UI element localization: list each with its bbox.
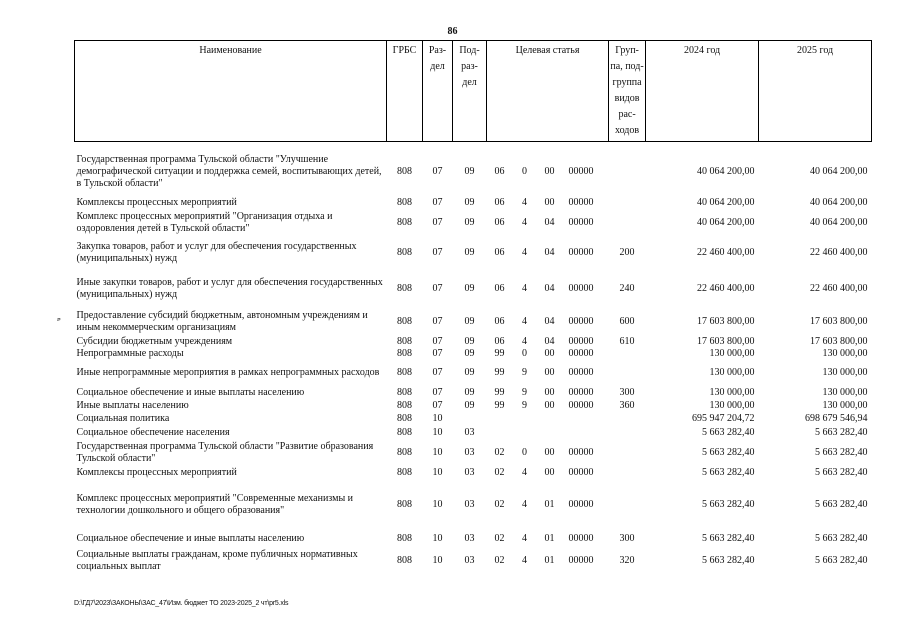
cell-c3: 04 <box>544 336 555 347</box>
table-body <box>75 148 872 574</box>
cell-podrazdel: 03 <box>464 447 475 458</box>
cell-podrazdel <box>453 412 487 426</box>
cell-c3: 00 <box>544 400 555 411</box>
cell-grbs: 808 <box>397 427 412 438</box>
cell-c2: 4 <box>522 467 527 478</box>
cell-podrazdel: 03 <box>464 555 475 566</box>
cell-c4: 00000 <box>568 217 594 228</box>
cell-c2: 4 <box>522 283 527 294</box>
cell-grbs: 808 <box>397 247 412 258</box>
cell-y2024: 5 663 282,40 <box>702 555 755 566</box>
table-row <box>75 386 872 400</box>
cell-c1: 06 <box>494 166 505 177</box>
header-2025: 2025 год <box>759 41 872 142</box>
header-podrazdel: Под- раз- дел <box>453 41 487 142</box>
cell-c1: 02 <box>494 555 505 566</box>
cell-name: Предоставление субсидий бюджетным, автономным учреждениям и иным некоммерческим организациям <box>76 310 368 333</box>
cell-podrazdel: 09 <box>464 247 475 258</box>
cell-c3 <box>537 426 563 440</box>
table-row <box>75 466 872 480</box>
cell-podrazdel: 09 <box>464 400 475 411</box>
table-row <box>75 336 872 348</box>
cell-group <box>609 480 646 530</box>
cell-name: Социальное обеспечение населения <box>76 427 230 438</box>
table-header <box>75 41 872 142</box>
cell-grbs: 808 <box>397 413 412 424</box>
cell-y2024: 5 663 282,40 <box>702 499 755 510</box>
cell-c1: 06 <box>494 197 505 208</box>
cell-c4: 00000 <box>568 367 594 378</box>
cell-y2024: 5 663 282,40 <box>702 447 755 458</box>
cell-y2024: 695 947 204,72 <box>692 413 755 424</box>
cell-c1: 02 <box>494 499 505 510</box>
cell-c3: 04 <box>544 316 555 327</box>
cell-razdel: 07 <box>432 387 443 398</box>
cell-c1: 06 <box>494 217 505 228</box>
cell-c2: 4 <box>522 316 527 327</box>
cell-y2025: 17 603 800,00 <box>810 316 868 327</box>
cell-c3: 00 <box>544 166 555 177</box>
cell-c4: 00000 <box>568 283 594 294</box>
cell-y2025: 5 663 282,40 <box>815 447 868 458</box>
cell-podrazdel: 09 <box>464 316 475 327</box>
cell-razdel: 07 <box>432 166 443 177</box>
cell-grbs: 808 <box>397 467 412 478</box>
header-grbs: ГРБС <box>387 41 423 142</box>
header-target: Целевая статья <box>487 41 609 142</box>
cell-y2024: 17 603 800,00 <box>697 316 755 327</box>
cell-c2: 0 <box>522 348 527 359</box>
cell-grbs: 808 <box>397 499 412 510</box>
cell-name: Социальное обеспечение и иные выплаты населению <box>76 387 305 398</box>
cell-podrazdel: 03 <box>464 467 475 478</box>
cell-grbs: 808 <box>397 316 412 327</box>
cell-razdel: 07 <box>432 348 443 359</box>
cell-name: Закупка товаров, работ и услуг для обеспечения государственных (муниципальных) нужд <box>76 241 357 264</box>
cell-podrazdel: 09 <box>464 166 475 177</box>
cell-c3: 00 <box>544 467 555 478</box>
table-row <box>75 348 872 360</box>
cell-c4: 00000 <box>568 166 594 177</box>
cell-group <box>609 148 646 196</box>
cell-c1: 02 <box>494 467 505 478</box>
cell-group <box>609 440 646 466</box>
cell-y2024: 40 064 200,00 <box>697 217 755 228</box>
cell-c2 <box>513 426 537 440</box>
cell-y2024: 22 460 400,00 <box>697 283 755 294</box>
cell-grbs: 808 <box>397 217 412 228</box>
cell-c4: 00000 <box>568 533 594 544</box>
cell-group: 300 <box>619 533 635 544</box>
file-path: D:\ГД7\2023\ЗАКОНЫ\ЗАС_47\Изм. бюджет ТО 2023-2025_2 чт\pr5.xls <box>74 600 289 607</box>
cell-c2: 4 <box>522 555 527 566</box>
cell-y2024: 5 663 282,40 <box>702 427 755 438</box>
cell-razdel: 07 <box>432 247 443 258</box>
cell-group: 600 <box>619 316 635 327</box>
cell-razdel: 07 <box>432 197 443 208</box>
cell-name: Непрограммные расходы <box>76 348 184 359</box>
cell-name: Субсидии бюджетным учреждениям <box>76 336 233 347</box>
cell-c1: 06 <box>494 336 505 347</box>
cell-podrazdel: 03 <box>464 427 475 438</box>
cell-c1: 06 <box>494 316 505 327</box>
table-row <box>75 360 872 386</box>
cell-c4: 00000 <box>568 467 594 478</box>
table-row <box>75 308 872 336</box>
cell-razdel: 10 <box>432 499 443 510</box>
cell-razdel: 10 <box>432 413 443 424</box>
table-row <box>75 270 872 308</box>
cell-grbs: 808 <box>397 166 412 177</box>
cell-grbs: 808 <box>397 348 412 359</box>
header-name: Наименование <box>75 41 387 142</box>
cell-group: 200 <box>619 247 635 258</box>
cell-c4: 00000 <box>568 336 594 347</box>
cell-c2: 4 <box>522 217 527 228</box>
cell-grbs: 808 <box>397 367 412 378</box>
cell-c4: 00000 <box>568 447 594 458</box>
cell-c3: 00 <box>544 197 555 208</box>
cell-y2025: 5 663 282,40 <box>815 467 868 478</box>
cell-c1: 99 <box>494 348 505 359</box>
cell-c2: 4 <box>522 499 527 510</box>
cell-group <box>609 348 646 360</box>
cell-name: Иные выплаты населению <box>76 400 189 411</box>
cell-name: Социальные выплаты гражданам, кроме публичных нормативных социальных выплат <box>76 549 358 572</box>
table-row <box>75 210 872 236</box>
cell-c4: 00000 <box>568 387 594 398</box>
cell-c3 <box>537 412 563 426</box>
cell-c4: 00000 <box>568 555 594 566</box>
cell-y2024: 5 663 282,40 <box>702 533 755 544</box>
table-row <box>75 426 872 440</box>
header-2024: 2024 год <box>646 41 759 142</box>
cell-c4: 00000 <box>568 316 594 327</box>
cell-c4: 00000 <box>568 499 594 510</box>
cell-razdel: 10 <box>432 467 443 478</box>
cell-group: 240 <box>619 283 635 294</box>
cell-podrazdel: 09 <box>464 283 475 294</box>
cell-c1: 02 <box>494 533 505 544</box>
table-row <box>75 548 872 574</box>
cell-razdel: 10 <box>432 447 443 458</box>
cell-razdel: 07 <box>432 336 443 347</box>
cell-c1 <box>487 426 513 440</box>
cell-c2 <box>513 412 537 426</box>
cell-name: Комплекс процессных мероприятий "Современные механизмы и технологии дошкольного и общего образования" <box>76 493 354 516</box>
cell-name: Комплексы процессных мероприятий <box>76 197 237 208</box>
cell-c2: 0 <box>522 447 527 458</box>
cell-c2: 4 <box>522 533 527 544</box>
cell-grbs: 808 <box>397 283 412 294</box>
header-group: Груп- па, под- группа видов рас- ходов <box>609 41 646 142</box>
header-razdel: Раз- дел <box>423 41 453 142</box>
cell-y2024: 130 000,00 <box>709 367 755 378</box>
cell-group <box>609 466 646 480</box>
cell-y2025: 40 064 200,00 <box>810 166 868 177</box>
cell-c1: 06 <box>494 283 505 294</box>
cell-podrazdel: 03 <box>464 533 475 544</box>
budget-table <box>74 40 872 574</box>
cell-name: Иные непрограммные мероприятия в рамках непрограммных расходов <box>76 367 380 378</box>
cell-grbs: 808 <box>397 555 412 566</box>
cell-podrazdel: 09 <box>464 197 475 208</box>
cell-y2024: 5 663 282,40 <box>702 467 755 478</box>
cell-grbs: 808 <box>397 336 412 347</box>
cell-razdel: 07 <box>432 217 443 228</box>
cell-grbs: 808 <box>397 447 412 458</box>
cell-c2: 9 <box>522 400 527 411</box>
cell-group: 300 <box>619 387 635 398</box>
cell-y2024: 130 000,00 <box>709 387 755 398</box>
cell-c3: 01 <box>544 499 555 510</box>
cell-c1 <box>487 412 513 426</box>
cell-y2024: 17 603 800,00 <box>697 336 755 347</box>
cell-c2: 4 <box>522 197 527 208</box>
cell-c3: 00 <box>544 367 555 378</box>
cell-name: Комплекс процессных мероприятий "Организация отдыха и оздоровления детей в Тульской области" <box>76 211 333 234</box>
cell-c4: 00000 <box>568 348 594 359</box>
cell-c1: 99 <box>494 367 505 378</box>
cell-y2024: 22 460 400,00 <box>697 247 755 258</box>
cell-name: Комплексы процессных мероприятий <box>76 467 237 478</box>
cell-y2025: 22 460 400,00 <box>810 247 868 258</box>
cell-y2024: 130 000,00 <box>709 348 755 359</box>
table-row <box>75 412 872 426</box>
cell-grbs: 808 <box>397 387 412 398</box>
cell-podrazdel: 09 <box>464 217 475 228</box>
cell-razdel: 07 <box>432 283 443 294</box>
cell-name: Государственная программа Тульской области "Развитие образования Тульской области" <box>76 441 374 464</box>
cell-c3: 00 <box>544 447 555 458</box>
cell-c2: 9 <box>522 387 527 398</box>
table-row <box>75 530 872 548</box>
cell-c3: 01 <box>544 555 555 566</box>
cell-c1: 06 <box>494 247 505 258</box>
cell-y2024: 40 064 200,00 <box>697 197 755 208</box>
cell-y2025: 40 064 200,00 <box>810 217 868 228</box>
table-row <box>75 400 872 412</box>
cell-razdel: 10 <box>432 427 443 438</box>
cell-c3: 00 <box>544 348 555 359</box>
table-row <box>75 440 872 466</box>
cell-y2025: 5 663 282,40 <box>815 499 868 510</box>
cell-y2025: 130 000,00 <box>822 367 868 378</box>
cell-podrazdel: 09 <box>464 367 475 378</box>
cell-c4 <box>563 412 609 426</box>
table-row <box>75 148 872 196</box>
cell-razdel: 10 <box>432 555 443 566</box>
cell-razdel: 07 <box>432 316 443 327</box>
cell-grbs: 808 <box>397 533 412 544</box>
cell-razdel: 07 <box>432 400 443 411</box>
cell-c2: 4 <box>522 336 527 347</box>
cell-y2025: 40 064 200,00 <box>810 197 868 208</box>
cell-y2025: 698 679 546,94 <box>805 413 868 424</box>
cell-c4: 00000 <box>568 197 594 208</box>
cell-name: Социальное обеспечение и иные выплаты населению <box>76 533 305 544</box>
page-number: 86 <box>447 26 458 37</box>
cell-c3: 04 <box>544 283 555 294</box>
cell-c3: 00 <box>544 387 555 398</box>
cell-c4: 00000 <box>568 400 594 411</box>
cell-c3: 04 <box>544 247 555 258</box>
cell-podrazdel: 09 <box>464 387 475 398</box>
cell-y2024: 130 000,00 <box>709 400 755 411</box>
cell-group <box>609 426 646 440</box>
cell-c2: 0 <box>522 166 527 177</box>
cell-group <box>609 412 646 426</box>
cell-name: Иные закупки товаров, работ и услуг для обеспечения государственных (муниципальных) нужд <box>76 277 383 300</box>
cell-podrazdel: 09 <box>464 336 475 347</box>
cell-y2024: 40 064 200,00 <box>697 166 755 177</box>
cell-c2: 4 <box>522 247 527 258</box>
cell-group: 610 <box>619 336 635 347</box>
cell-name: Государственная программа Тульской области "Улучшение демографической ситуации и поддержка семей, воспитывающих детей, в Тульской области" <box>76 154 382 189</box>
cell-podrazdel: 09 <box>464 348 475 359</box>
cell-grbs: 808 <box>397 400 412 411</box>
cell-grbs: 808 <box>397 197 412 208</box>
cell-podrazdel: 03 <box>464 499 475 510</box>
cell-name: Социальная политика <box>76 413 170 424</box>
cell-y2025: 17 603 800,00 <box>810 336 868 347</box>
cell-c3: 04 <box>544 217 555 228</box>
cell-c4: 00000 <box>568 247 594 258</box>
cell-c4 <box>563 426 609 440</box>
cell-y2025: 130 000,00 <box>822 400 868 411</box>
cell-y2025: 130 000,00 <box>822 387 868 398</box>
table-row <box>75 236 872 270</box>
cell-c3: 01 <box>544 533 555 544</box>
cell-y2025: 5 663 282,40 <box>815 427 868 438</box>
cell-c1: 02 <box>494 447 505 458</box>
cell-razdel: 07 <box>432 367 443 378</box>
table-row <box>75 196 872 210</box>
cell-c1: 99 <box>494 400 505 411</box>
cell-y2025: 5 663 282,40 <box>815 555 868 566</box>
cell-c2: 9 <box>522 367 527 378</box>
cell-razdel: 10 <box>432 533 443 544</box>
cell-y2025: 22 460 400,00 <box>810 283 868 294</box>
cell-y2025: 5 663 282,40 <box>815 533 868 544</box>
cell-group <box>609 210 646 236</box>
cell-group <box>609 360 646 386</box>
cell-y2025: 130 000,00 <box>822 348 868 359</box>
cell-group <box>609 196 646 210</box>
cell-group: 360 <box>619 400 635 411</box>
cell-c1: 99 <box>494 387 505 398</box>
cell-group: 320 <box>619 555 635 566</box>
table-row <box>75 480 872 530</box>
